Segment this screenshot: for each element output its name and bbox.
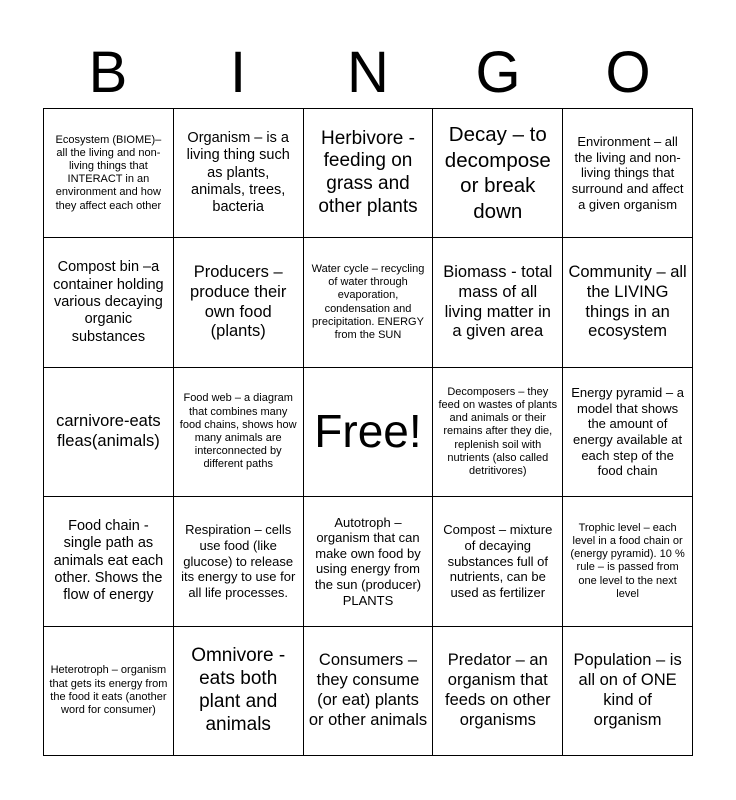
bingo-cell-heterotroph[interactable]: Heterotroph – organism that gets its energy from the food it eats (another word for consumer)	[44, 627, 174, 756]
header-letter-i: I	[229, 40, 247, 105]
bingo-cell-food-web[interactable]: Food web – a diagram that combines many food chains, shows how many animals are interconnected by different paths	[174, 368, 304, 497]
bingo-cell-energy-pyramid[interactable]: Energy pyramid – a model that shows the amount of energy available at each step of the food chain	[563, 368, 693, 497]
bingo-cell-free-space[interactable]: Free!	[304, 368, 434, 497]
bingo-cell-consumers[interactable]: Consumers – they consume (or eat) plants or other animals	[304, 627, 434, 756]
bingo-cell-compost-bin[interactable]: Compost bin –a container holding various decaying organic substances	[44, 238, 174, 367]
bingo-cell-food-chain[interactable]: Food chain - single path as animals eat each other. Shows the flow of energy	[44, 497, 174, 626]
header-letter-n: N	[347, 40, 389, 105]
header-letter-b: B	[88, 40, 128, 105]
bingo-cell-autotroph[interactable]: Autotroph – organism that can make own food by using energy from the sun (producer) PLANTS	[304, 497, 434, 626]
bingo-cell-biomass[interactable]: Biomass - total mass of all living matter in a given area	[433, 238, 563, 367]
bingo-cell-compost[interactable]: Compost – mixture of decaying substances full of nutrients, can be used as fertilizer	[433, 497, 563, 626]
header-letter-g: G	[475, 40, 521, 105]
header-letter-o: O	[605, 40, 651, 105]
bingo-cell-omnivore[interactable]: Omnivore - eats both plant and animals	[174, 627, 304, 756]
bingo-cell-water-cycle[interactable]: Water cycle – recycling of water through evaporation, condensation and precipitation. ENERGY from the SUN	[304, 238, 434, 367]
bingo-cell-decomposers[interactable]: Decomposers – they feed on wastes of plants and animals or their remains after they die, replenish soil with nutrients (also called detritivores)	[433, 368, 563, 497]
bingo-cell-producers[interactable]: Producers – produce their own food (plants)	[174, 238, 304, 367]
bingo-cell-population[interactable]: Population – is all on of ONE kind of organism	[563, 627, 693, 756]
bingo-cell-trophic-level[interactable]: Trophic level – each level in a food chain or (energy pyramid). 10 % rule – is passed from one level to the next level	[563, 497, 693, 626]
bingo-card-grid	[43, 108, 693, 756]
bingo-cell-community[interactable]: Community – all the LIVING things in an ecosystem	[563, 238, 693, 367]
bingo-header	[43, 40, 693, 106]
bingo-cell-ecosystem[interactable]: Ecosystem (BIOME)– all the living and non-living things that INTERACT in an environment and how they affect each other	[44, 109, 174, 238]
bingo-cell-herbivore[interactable]: Herbivore - feeding on grass and other plants	[304, 109, 434, 238]
bingo-cell-organism[interactable]: Organism – is a living thing such as plants, animals, trees, bacteria	[174, 109, 304, 238]
bingo-cell-environment[interactable]: Environment – all the living and non-living things that surround and affect a given organism	[563, 109, 693, 238]
bingo-cell-decay[interactable]: Decay – to decompose or break down	[433, 109, 563, 238]
bingo-cell-predator[interactable]: Predator – an organism that feeds on other organisms	[433, 627, 563, 756]
bingo-cell-respiration[interactable]: Respiration – cells use food (like glucose) to release its energy to use for all life processes.	[174, 497, 304, 626]
bingo-cell-carnivore[interactable]: carnivore-eats fleas(animals)	[44, 368, 174, 497]
